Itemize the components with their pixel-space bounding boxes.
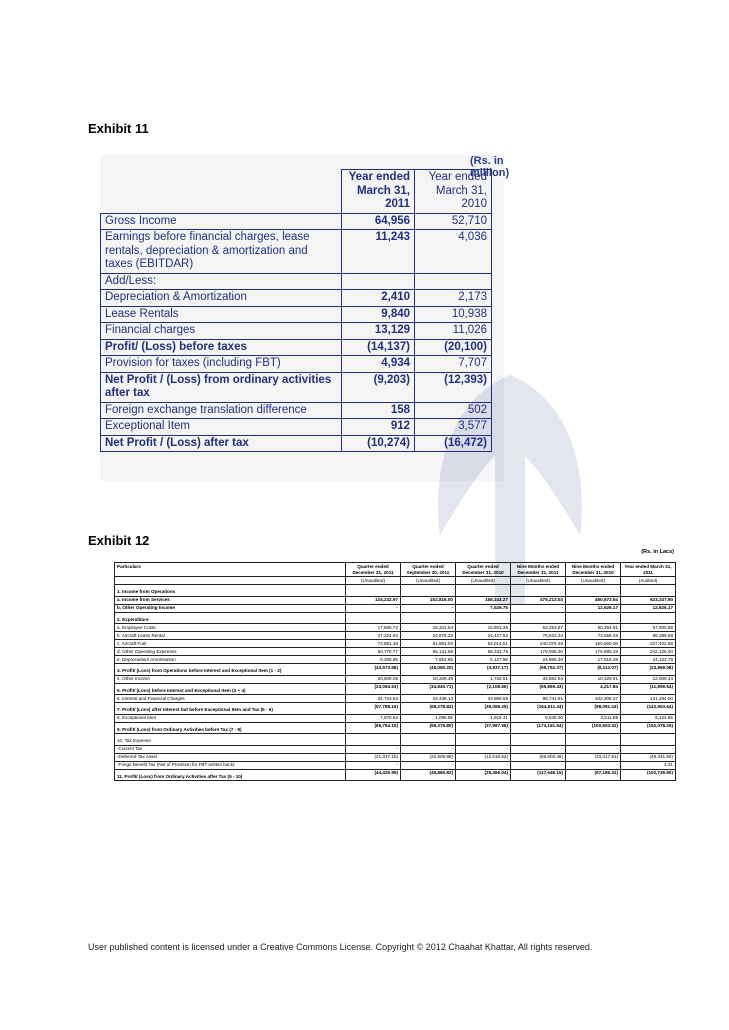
exhibit-12-table <box>114 562 676 781</box>
cell-value: (43,573.68) <box>346 664 401 676</box>
value-2011: (14,137) <box>342 339 415 356</box>
table-row <box>115 585 676 597</box>
cell-value: 2,511.89 <box>566 714 621 722</box>
cell-value: (164,611.34) <box>511 703 566 715</box>
table-row <box>101 273 492 290</box>
cell-value: 7,852.85 <box>401 656 456 664</box>
cell-value: 16,803.35 <box>456 624 511 632</box>
exhibit-11-table <box>100 169 492 452</box>
cell-value: 9,124.65 <box>621 714 676 722</box>
row-label: Gross Income <box>101 213 342 230</box>
cell-value: 53,253.97 <box>511 624 566 632</box>
cell-value: 54,014.51 <box>456 640 511 648</box>
value-2010: 11,026 <box>415 323 492 340</box>
value-2010: 52,710 <box>415 213 492 230</box>
table-row <box>101 323 492 340</box>
value-2010: (12,393) <box>415 372 492 402</box>
table-row <box>115 648 676 656</box>
table-row <box>115 664 676 676</box>
cell-value <box>621 585 676 597</box>
table-row <box>101 339 492 356</box>
table-row <box>115 714 676 722</box>
row-label: Add/Less: <box>101 273 342 290</box>
cell-value <box>456 612 511 624</box>
cell-value: 623,337.90 <box>621 596 676 604</box>
cell-value: 98,399.58 <box>621 632 676 640</box>
row-label: a. Income from Services <box>115 596 346 604</box>
value-2010: (20,100) <box>415 339 492 356</box>
row-label: Net Profit / (Loss) from ordinary activities after tax <box>101 372 342 402</box>
row-label: Foreign exchange translation difference <box>101 402 342 419</box>
value-2011: 13,129 <box>342 323 415 340</box>
cell-value: (21,337.15) <box>346 753 401 761</box>
cell-value: (65,764.10) <box>346 722 401 734</box>
cell-value: 12,626.17 <box>566 604 621 612</box>
cell-value: (142,953.64) <box>621 703 676 715</box>
row-label: Earnings before financial charges, lease rentals, depreciation & amortization and taxes (EBITDAR) <box>101 230 342 274</box>
value-2010: 10,938 <box>415 306 492 323</box>
table-row <box>101 372 492 402</box>
cell-value: 131,294.00 <box>621 695 676 703</box>
row-label: 5. Profit/ (Loss) before Interest and Exceptional Item (3 + 4) <box>115 683 346 695</box>
cell-value <box>511 734 566 746</box>
cell-value: 240,076.49 <box>511 640 566 648</box>
table-row <box>115 734 676 746</box>
row-label: Profit/ (Loss) before taxes <box>101 339 342 356</box>
cell-value: - <box>401 745 456 753</box>
cell-value <box>511 612 566 624</box>
column-header: Quarter ended September 30, 2011 <box>401 563 456 577</box>
row-label: Net Profit / (Loss) after tax <box>101 435 342 452</box>
cell-value: 4,217.84 <box>566 683 621 695</box>
value-2011: 4,934 <box>342 356 415 373</box>
table-row <box>115 596 676 604</box>
row-label: b. Aircraft Lease Rental <box>115 632 346 640</box>
audit-status: (Unaudited) <box>456 577 511 585</box>
cell-value <box>346 734 401 746</box>
cell-value: 98,741.91 <box>511 695 566 703</box>
table-row <box>101 290 492 307</box>
cell-value <box>566 612 621 624</box>
cell-value: 33,959.59 <box>456 695 511 703</box>
row-label: 3. Profit/ (Loss) from Operations before Interest and Exceptional Item (1 - 2) <box>115 664 346 676</box>
value-2011: 158 <box>342 402 415 419</box>
table-row <box>115 632 676 640</box>
table-row <box>115 761 676 769</box>
cell-value <box>401 585 456 597</box>
table-row <box>115 612 676 624</box>
cell-value <box>401 612 456 624</box>
table-row <box>115 675 676 683</box>
cell-value: 179,935.30 <box>511 648 566 656</box>
value-2010: 3,577 <box>415 419 492 436</box>
cell-value <box>621 612 676 624</box>
cell-value: - <box>456 745 511 753</box>
row-label: d. Other Operating Expenses <box>115 648 346 656</box>
cell-value: - <box>566 745 621 753</box>
row-label: Exceptional Item <box>101 419 342 436</box>
row-label: 1. Income from Operations <box>115 585 346 597</box>
table-row <box>101 213 492 230</box>
row-label: Provision for taxes (including FBT) <box>101 356 342 373</box>
cell-value: 76,833.34 <box>511 632 566 640</box>
column-header: Nine Months ended December 31, 2010 <box>566 563 621 577</box>
cell-value: (37,987.56) <box>456 722 511 734</box>
cell-value: 475,213.03 <box>511 596 566 604</box>
cell-value: (57,788.16) <box>346 703 401 715</box>
table-row <box>115 624 676 632</box>
column-header: Quarter ended December 31, 2011 <box>346 563 401 577</box>
cell-value: (36,068.25) <box>456 703 511 715</box>
cell-value: 73,881.38 <box>346 640 401 648</box>
cell-value: - <box>401 604 456 612</box>
cell-value: (69,375.80) <box>401 722 456 734</box>
cell-value <box>456 734 511 746</box>
row-label: 2. Expenditure <box>115 612 346 624</box>
value-2010: 7,707 <box>415 356 492 373</box>
cell-value: 158,343.27 <box>456 596 511 604</box>
cell-value: (102,739.80) <box>621 769 676 781</box>
cell-value: (2,108.66) <box>456 683 511 695</box>
cell-value: - <box>346 745 401 753</box>
cell-value: (56,503.49) <box>511 753 566 761</box>
cell-value: (23,869.08) <box>621 664 676 676</box>
row-label: 10. Tax Expense <box>115 734 346 746</box>
cell-value: (25,369.04) <box>456 769 511 781</box>
table-header-row <box>101 170 492 214</box>
cell-value: 6,127.96 <box>456 656 511 664</box>
cell-value: - <box>346 604 401 612</box>
cell-value: - <box>346 761 401 769</box>
cell-value: - <box>621 745 676 753</box>
row-label: -Current Tax <box>115 745 346 753</box>
cell-value: 102,309.27 <box>566 695 621 703</box>
table-row <box>115 753 676 761</box>
cell-value <box>511 585 566 597</box>
cell-value: 227,402.58 <box>621 640 676 648</box>
cell-value: 1,728.51 <box>456 675 511 683</box>
cell-value: 242,126.40 <box>621 648 676 656</box>
row-label: c. Aircraft Fuel <box>115 640 346 648</box>
table-row <box>101 435 492 452</box>
cell-value <box>346 585 401 597</box>
table-row <box>115 745 676 753</box>
row-label: 9. Profit/ (Loss) from Ordinary Activities before Tax (7 - 8) <box>115 722 346 734</box>
cell-value: 24,878.23 <box>401 632 456 640</box>
cell-value: (12,618.52) <box>456 753 511 761</box>
cell-value: 24,427.62 <box>456 632 511 640</box>
cell-value: 20,509.05 <box>346 675 401 683</box>
value-2011: 11,243 <box>342 230 415 274</box>
column-header: Quarter ended December 31, 2010 <box>456 563 511 577</box>
table-row <box>101 419 492 436</box>
cell-value: (49,341.80) <box>621 753 676 761</box>
value-2011: 912 <box>342 419 415 436</box>
cell-value: (11,859.64) <box>621 683 676 695</box>
row-label: Depreciation & Amortization <box>101 290 342 307</box>
cell-value: (65,869.43) <box>511 683 566 695</box>
cell-value: (45,050.20) <box>401 664 456 676</box>
cell-value: 150,560.06 <box>566 640 621 648</box>
table-row <box>115 769 676 781</box>
cell-value: 33,438.13 <box>401 695 456 703</box>
cell-value: 152,816.00 <box>401 596 456 604</box>
cell-value: 1,096.96 <box>401 714 456 722</box>
table-row <box>101 230 492 274</box>
table-header-row <box>115 563 676 577</box>
header-year-2011: Year ended March 31, 2011 <box>342 170 415 214</box>
exhibit-12-unit: (Rs. in Lacs) <box>641 549 674 555</box>
value-2010: 4,036 <box>415 230 492 274</box>
cell-value: (3,837.17) <box>456 664 511 676</box>
cell-value: 50,775.77 <box>346 648 401 656</box>
row-label: 8. Exceptional Item <box>115 714 346 722</box>
cell-value <box>346 612 401 624</box>
cell-value: 24,866.30 <box>511 656 566 664</box>
cell-value: 9,540.30 <box>511 714 566 722</box>
cell-value: (174,151.64) <box>511 722 566 734</box>
value-2011: 9,840 <box>342 306 415 323</box>
cell-value: 8,358.85 <box>346 656 401 664</box>
row-label: -Fringe Benefit Tax (Net of Provision for FBT written back) <box>115 761 346 769</box>
cell-value: (22,508.98) <box>401 753 456 761</box>
table-row <box>101 402 492 419</box>
audit-status: (Unaudited) <box>346 577 401 585</box>
table-row <box>115 604 676 612</box>
audit-status: (Audited) <box>621 577 676 585</box>
cell-value <box>566 585 621 597</box>
cell-value <box>456 585 511 597</box>
cell-value: - <box>511 604 566 612</box>
cell-value: - <box>401 761 456 769</box>
table-row <box>101 356 492 373</box>
cell-value: (23,064.63) <box>346 683 401 695</box>
audit-status <box>115 577 346 585</box>
cell-value: 10,209.49 <box>401 675 456 683</box>
table-row <box>115 695 676 703</box>
cell-value: - <box>566 761 621 769</box>
cell-value: 12,626.17 <box>621 604 676 612</box>
cell-value: 18,321.54 <box>401 624 456 632</box>
cell-value: (68,278.84) <box>401 703 456 715</box>
exhibit-11-unit: (Rs. in million) <box>470 155 510 179</box>
cell-value: (99,752.37) <box>511 664 566 676</box>
cell-value <box>401 734 456 746</box>
cell-value: 81,881.00 <box>401 640 456 648</box>
row-label: b. Other Operating Income <box>115 604 346 612</box>
value-2011: 64,956 <box>342 213 415 230</box>
column-header: Year ended March 31, 2011 <box>621 563 676 577</box>
cell-value: (34,840.71) <box>401 683 456 695</box>
cell-value: 67,600.85 <box>621 624 676 632</box>
table-row <box>101 306 492 323</box>
cell-value: 65,131.68 <box>401 648 456 656</box>
cell-value: - <box>511 745 566 753</box>
row-label: 4. Other Income <box>115 675 346 683</box>
exhibit-12-title: Exhibit 12 <box>88 533 150 548</box>
column-header: Particulars <box>115 563 346 577</box>
table-row <box>115 640 676 648</box>
value-2011: (9,203) <box>342 372 415 402</box>
row-label: 7. Profit/ (Loss) after Interest but before Exceptional Item and Tax (5 - 6) <box>115 703 346 715</box>
cell-value: (46,866.82) <box>401 769 456 781</box>
cell-value: 24,103.76 <box>621 656 676 664</box>
cell-value: (152,078.29) <box>621 722 676 734</box>
audit-status: (Unaudited) <box>511 577 566 585</box>
value-2010: 2,173 <box>415 290 492 307</box>
row-label: 6. Interest and Financial Charges <box>115 695 346 703</box>
cell-value: - <box>511 761 566 769</box>
value-2010: 502 <box>415 402 492 419</box>
cell-value: (117,648.15) <box>511 769 566 781</box>
row-label: 11. Profit/ (Loss) from Ordinary Activities after Tax (9 - 10) <box>115 769 346 781</box>
cell-value: 12,009.44 <box>621 675 676 683</box>
cell-value: (44,426.95) <box>346 769 401 781</box>
cell-value: (67,185.41) <box>566 769 621 781</box>
cell-value: - <box>456 761 511 769</box>
cell-value: 7,526.75 <box>456 604 511 612</box>
cell-value: 34,723.53 <box>346 695 401 703</box>
cell-value: (98,091.43) <box>566 703 621 715</box>
cell-value: 176,885.19 <box>566 648 621 656</box>
value-2011: (10,274) <box>342 435 415 452</box>
license-footer: User published content is licensed under a Creative Commons License. Copyright © 2012 Chaahat Khattar, All rights reserved. <box>88 942 593 952</box>
value-2010 <box>415 273 492 290</box>
cell-value: (33,417.91) <box>566 753 621 761</box>
cell-value: 73,656.26 <box>566 632 621 640</box>
cell-value: (100,603.32) <box>566 722 621 734</box>
cell-value: 68,333.75 <box>456 648 511 656</box>
column-header: Nine Months ended December 31, 2011 <box>511 563 566 577</box>
cell-value: (6,112.07) <box>566 664 621 676</box>
cell-value: 7,975.54 <box>346 714 401 722</box>
value-2011: 2,410 <box>342 290 415 307</box>
table-row <box>115 683 676 695</box>
cell-value: 50,394.91 <box>566 624 621 632</box>
table-row <box>115 722 676 734</box>
value-2010: (16,472) <box>415 435 492 452</box>
row-label: -Deferred Tax Asset <box>115 753 346 761</box>
table-row <box>115 703 676 715</box>
cell-value: 1,919.31 <box>456 714 511 722</box>
audit-row <box>115 577 676 585</box>
header-year-2010: Year ended March 31, 2010 <box>415 170 492 214</box>
audit-status: (Unaudited) <box>401 577 456 585</box>
cell-value: 27,224.93 <box>346 632 401 640</box>
exhibit-11-image <box>100 155 510 481</box>
cell-value: 3.31 <box>621 761 676 769</box>
audit-status: (Unaudited) <box>566 577 621 585</box>
value-2011 <box>342 273 415 290</box>
cell-value: 10,329.91 <box>566 675 621 683</box>
cell-value: 33,882.94 <box>511 675 566 683</box>
cell-value <box>566 734 621 746</box>
row-label: Financial charges <box>101 323 342 340</box>
cell-value: 17,565.72 <box>346 624 401 632</box>
cell-value: 134,232.97 <box>346 596 401 604</box>
row-label: Lease Rentals <box>101 306 342 323</box>
row-label: e. Depreciation/ Amortisation <box>115 656 346 664</box>
exhibit-12-image <box>114 549 682 874</box>
exhibit-11-title: Exhibit 11 <box>88 121 149 136</box>
row-label: a. Employee Costs <box>115 624 346 632</box>
table-row <box>115 656 676 664</box>
header-blank <box>101 170 342 214</box>
cell-value <box>621 734 676 746</box>
cell-value: 17,915.36 <box>566 656 621 664</box>
cell-value: 460,673.54 <box>566 596 621 604</box>
